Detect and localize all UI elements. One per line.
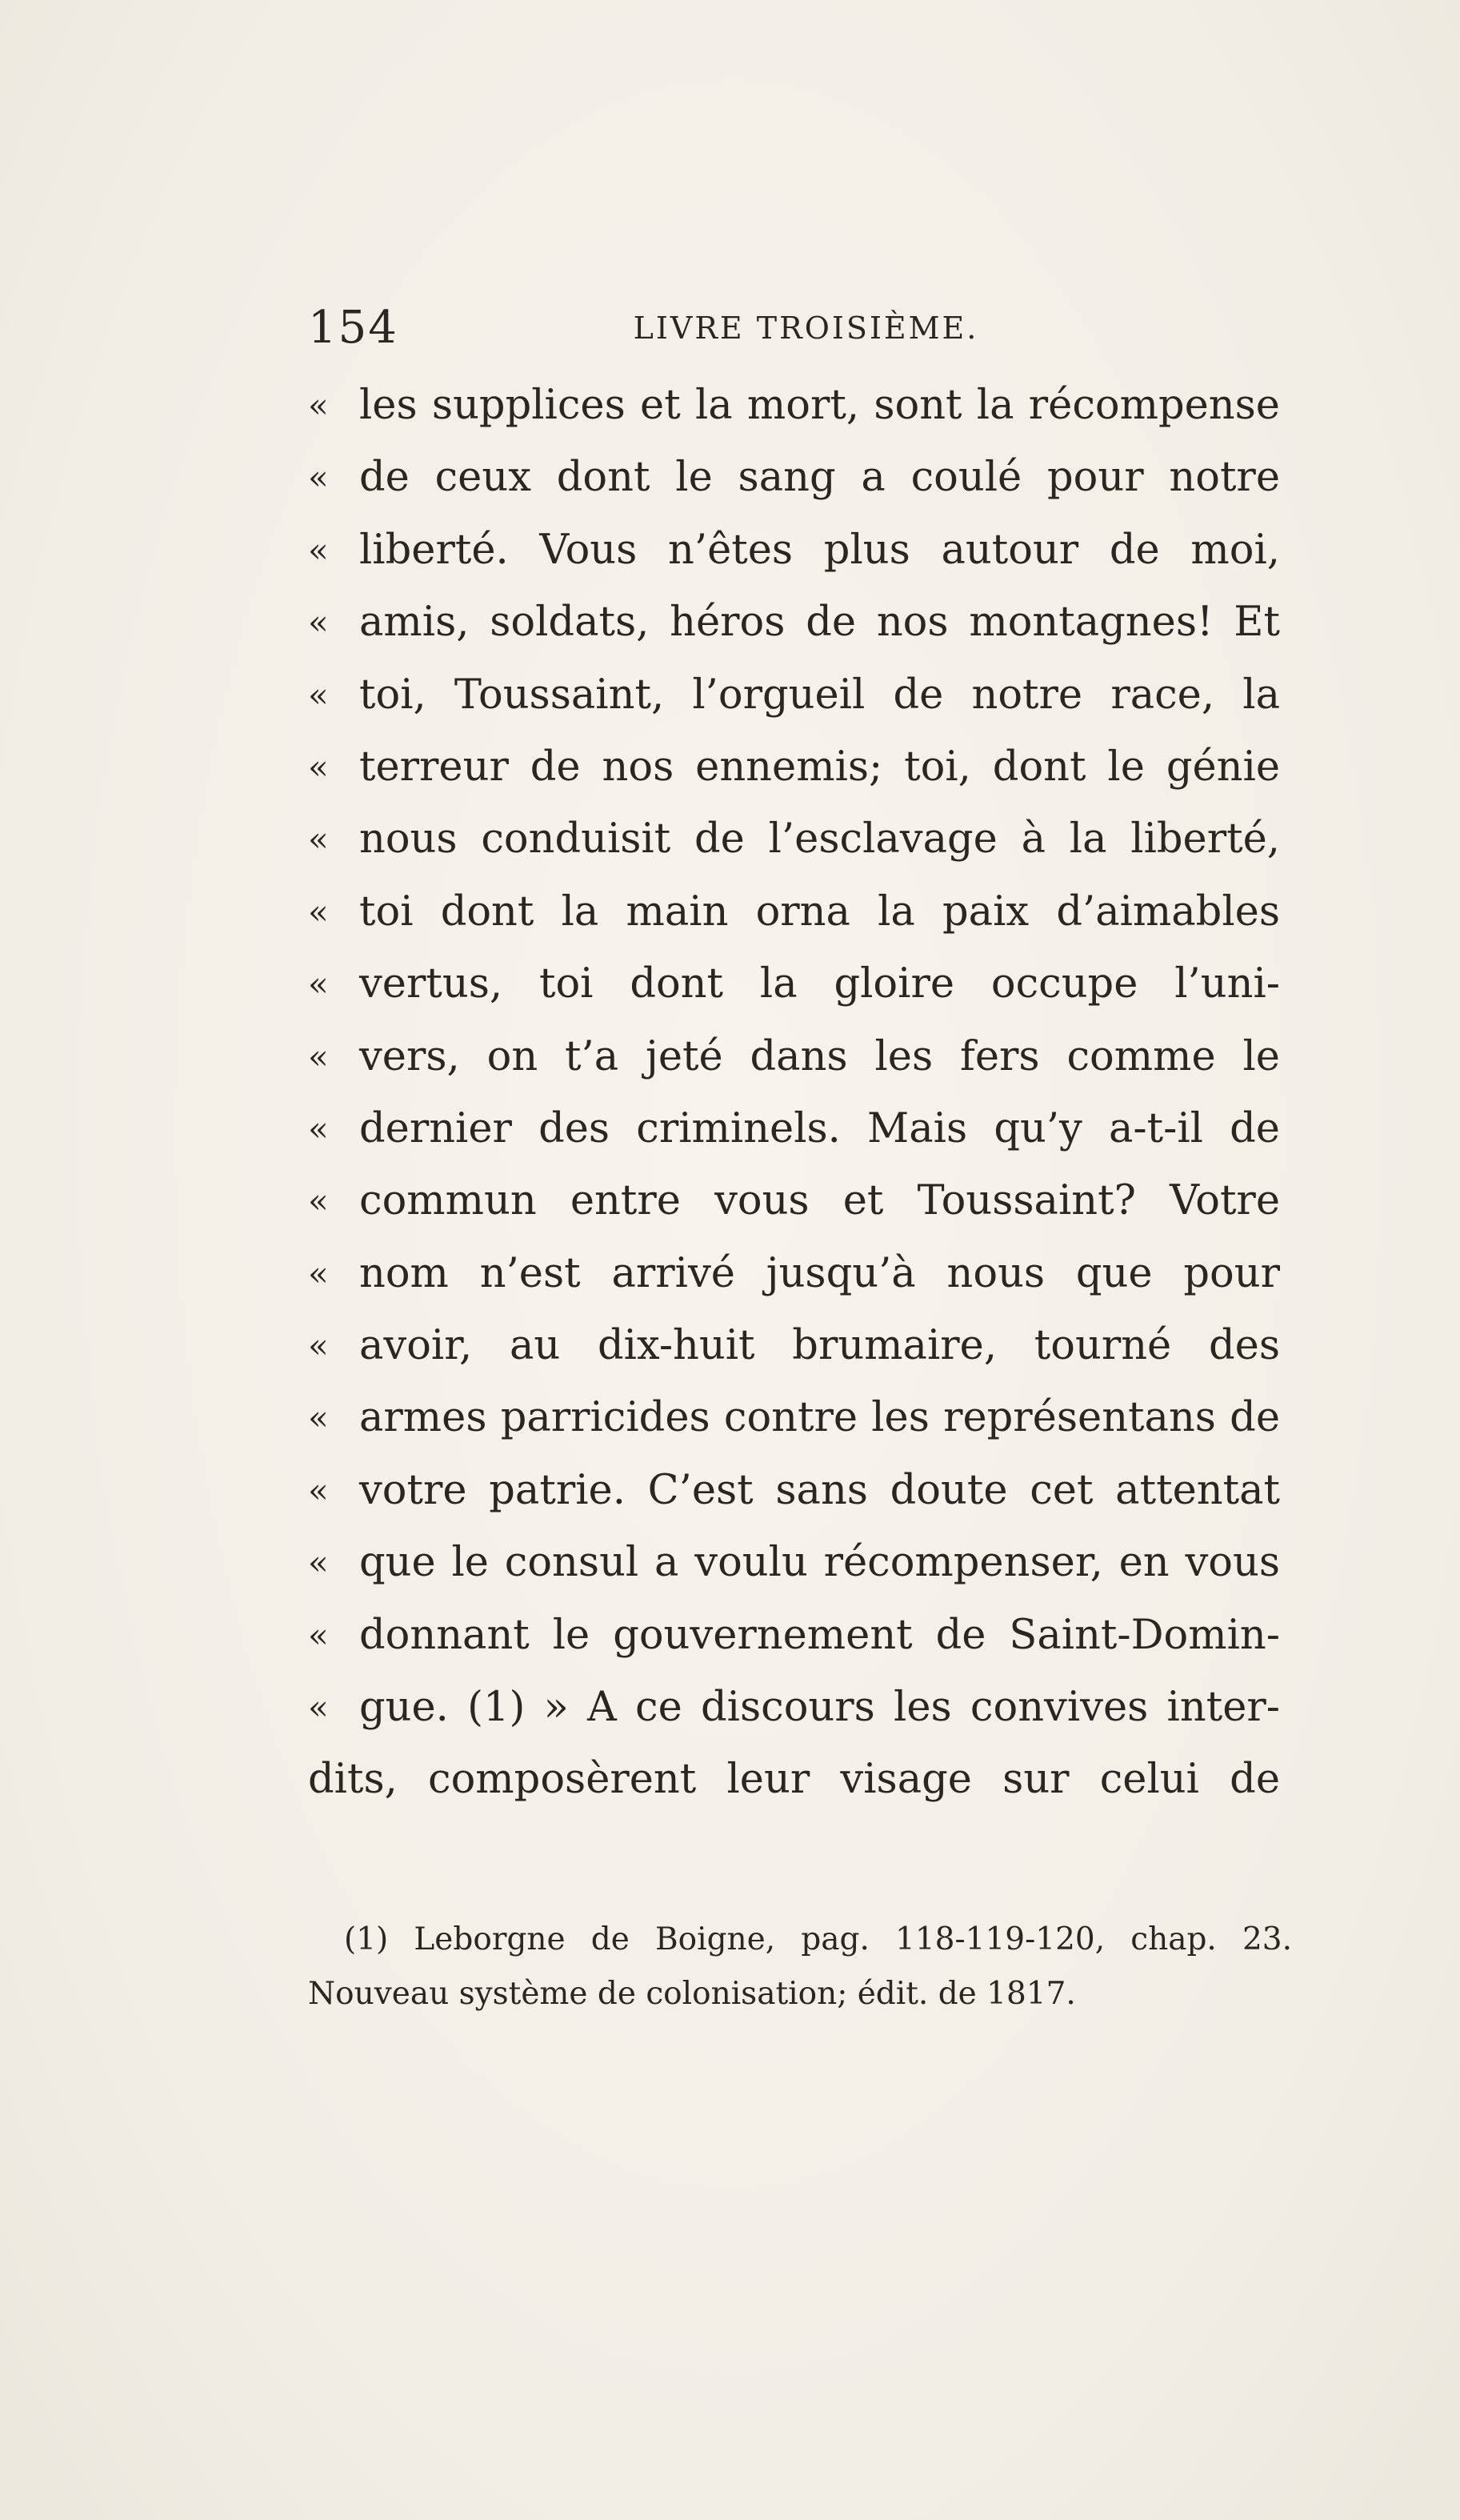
- footnote-line: [308, 1913, 1292, 1967]
- quote-mark: «: [308, 458, 329, 498]
- line-text: les supplices et la mort, sont la récompense: [359, 382, 1280, 429]
- text-line: [308, 1455, 1280, 1527]
- line-text: toi dont la main orna la paix d’aimables: [359, 887, 1280, 935]
- quote-mark: «: [308, 1688, 329, 1728]
- quote-mark: «: [308, 891, 329, 931]
- footnote-text: (1) Leborgne de Boigne, pag. 118-119-120, chap. 23.: [344, 1921, 1292, 1957]
- text-line: [308, 659, 1280, 731]
- text-line: [308, 1093, 1280, 1165]
- line-text: gue. (1) » A ce discours les convives inter-: [359, 1684, 1280, 1732]
- line-text: dernier des criminels. Mais qu’y a-t-il de: [359, 1104, 1280, 1152]
- text-line: [308, 803, 1280, 875]
- quote-mark: «: [308, 1108, 329, 1148]
- text-line: [308, 1600, 1280, 1672]
- line-text: vertus, toi dont la gloire occupe l’uni-: [359, 960, 1280, 1008]
- quote-mark: «: [308, 1470, 329, 1510]
- footnote-text: Nouveau système de colonisation; édit. de 1817.: [308, 1976, 1076, 2012]
- line-text: liberté. Vous n’êtes plus autour de moi,: [359, 526, 1280, 574]
- body-text: [308, 370, 1280, 1817]
- line-text: que le consul a voulu récompenser, en vous: [359, 1539, 1280, 1587]
- text-line: [308, 1165, 1280, 1237]
- text-line: [308, 876, 1280, 948]
- text-line: [308, 370, 1280, 442]
- quote-mark: «: [308, 964, 329, 1004]
- quote-mark: «: [308, 1543, 329, 1583]
- line-text: avoir, au dix-huit brumaire, tourné des: [359, 1322, 1280, 1370]
- quote-mark: «: [308, 530, 329, 570]
- line-text: votre patrie. C’est sans doute cet attentat: [359, 1466, 1280, 1514]
- text-line: [308, 1382, 1280, 1454]
- quote-mark: «: [308, 675, 329, 715]
- quote-mark: «: [308, 1326, 329, 1366]
- line-text: de ceux dont le sang a coulé pour notre: [359, 454, 1280, 502]
- quote-mark: «: [308, 1615, 329, 1655]
- line-text: vers, on t’a jeté dans les fers comme le: [359, 1032, 1280, 1080]
- text-line: [308, 515, 1280, 587]
- line-text: nous conduisit de l’esclavage à la liberté,: [359, 815, 1280, 863]
- line-text: armes parricides contre les représentans de: [359, 1394, 1280, 1442]
- line-text: toi, Toussaint, l’orgueil de notre race, la: [359, 671, 1280, 719]
- line-text: nom n’est arrivé jusqu’à nous que pour: [359, 1249, 1280, 1297]
- text-line: [308, 442, 1280, 514]
- line-text: donnant le gouvernement de Saint-Domin-: [359, 1611, 1280, 1659]
- footnotes: [308, 1913, 1292, 2021]
- text-line: [308, 1310, 1280, 1382]
- text-line: [308, 1744, 1280, 1816]
- footnote-line: [308, 1967, 1292, 2021]
- line-text: commun entre vous et Toussaint? Votre: [359, 1177, 1280, 1225]
- text-line: [308, 1021, 1280, 1093]
- quote-mark: «: [308, 1181, 329, 1221]
- running-head: LIVRE TROISIÈME.: [633, 310, 979, 346]
- text-line: [308, 731, 1280, 803]
- quote-mark: «: [308, 819, 329, 859]
- quote-mark: «: [308, 1036, 329, 1076]
- page-number: 154: [308, 302, 398, 354]
- quote-mark: «: [308, 386, 329, 425]
- text-line: [308, 587, 1280, 659]
- quote-mark: «: [308, 603, 329, 643]
- page-header: [308, 296, 1304, 360]
- line-text: dits, composèrent leur visage sur celui de: [308, 1756, 1280, 1804]
- line-text: terreur de nos ennemis; toi, dont le génie: [359, 743, 1280, 791]
- quote-mark: «: [308, 1253, 329, 1293]
- text-line: [308, 1527, 1280, 1599]
- quote-mark: «: [308, 747, 329, 787]
- quote-mark: «: [308, 1398, 329, 1438]
- line-text: amis, soldats, héros de nos montagnes! Et: [359, 599, 1280, 647]
- text-line: [308, 1672, 1280, 1744]
- text-line: [308, 948, 1280, 1020]
- text-line: [308, 1238, 1280, 1310]
